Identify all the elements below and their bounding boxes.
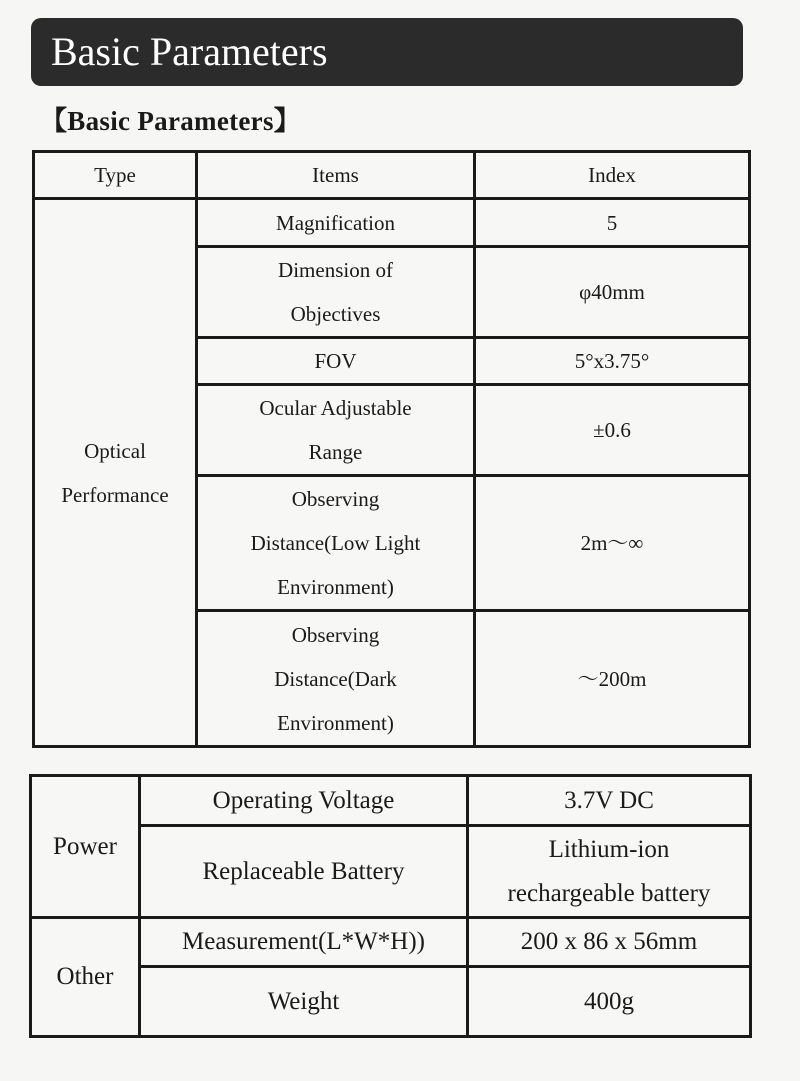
value-cell: ～200m [475,611,750,747]
value-line: 400g [584,987,634,1015]
item-line: Distance(Low Light [250,531,421,555]
item-cell [197,385,475,476]
power-other-table [29,774,752,1038]
item-line: Observing [291,622,380,647]
section-heading: 【Basic Parameters】 [40,106,302,136]
item-cell [197,199,475,247]
value-cell [468,918,751,967]
group-label-line: Optical [84,438,146,463]
item-cell: Operating Voltage [140,776,468,826]
group-optical-performance [34,199,197,747]
item-line: Distance(Dark [274,666,397,691]
item-line: Observing [291,487,380,511]
item-cell [197,338,475,385]
header-items: Items [197,152,475,199]
table-header-row [34,152,750,199]
optical-parameters-table [32,150,751,748]
group-power: Power [31,776,140,918]
group-label-line: Performance [61,482,169,507]
item-line: Magnification [276,210,395,235]
item-line: Range [308,440,363,464]
item-cell: Measurement(L*W*H)) [140,918,468,967]
value-cell [468,776,751,826]
table-row [34,199,750,247]
item-line: FOV [314,349,357,373]
value-cell: φ40mm [475,247,750,338]
item-cell [197,476,475,611]
page-title: Basic Parameters [51,29,328,74]
value-line: rechargeable battery [507,879,711,907]
table-row [31,918,751,967]
value-cell: 5°x3.75° [475,338,750,385]
item-cell: Replaceable Battery [140,826,468,918]
item-line: Ocular Adjustable [259,396,412,420]
item-cell [197,247,475,338]
value-cell: 5 [475,199,750,247]
item-cell [197,611,475,747]
value-cell [468,967,751,1037]
value-cell [468,826,751,918]
value-cell: ±0.6 [475,385,750,476]
item-line: Objectives [290,302,381,326]
table-row [31,776,751,826]
item-line: Environment) [277,575,394,599]
value-line: 3.7V DC [564,786,654,814]
title-banner [31,18,743,86]
header-index: Index [475,152,750,199]
header-type: Type [34,152,197,199]
value-line: Lithium-ion [548,835,670,863]
item-cell: Weight [140,967,468,1037]
item-line: Dimension of [278,258,393,282]
item-line: Environment) [277,710,394,735]
value-cell: 2m～∞ [475,476,750,611]
value-line: 200 x 86 x 56mm [520,928,698,955]
group-other: Other [31,918,140,1037]
